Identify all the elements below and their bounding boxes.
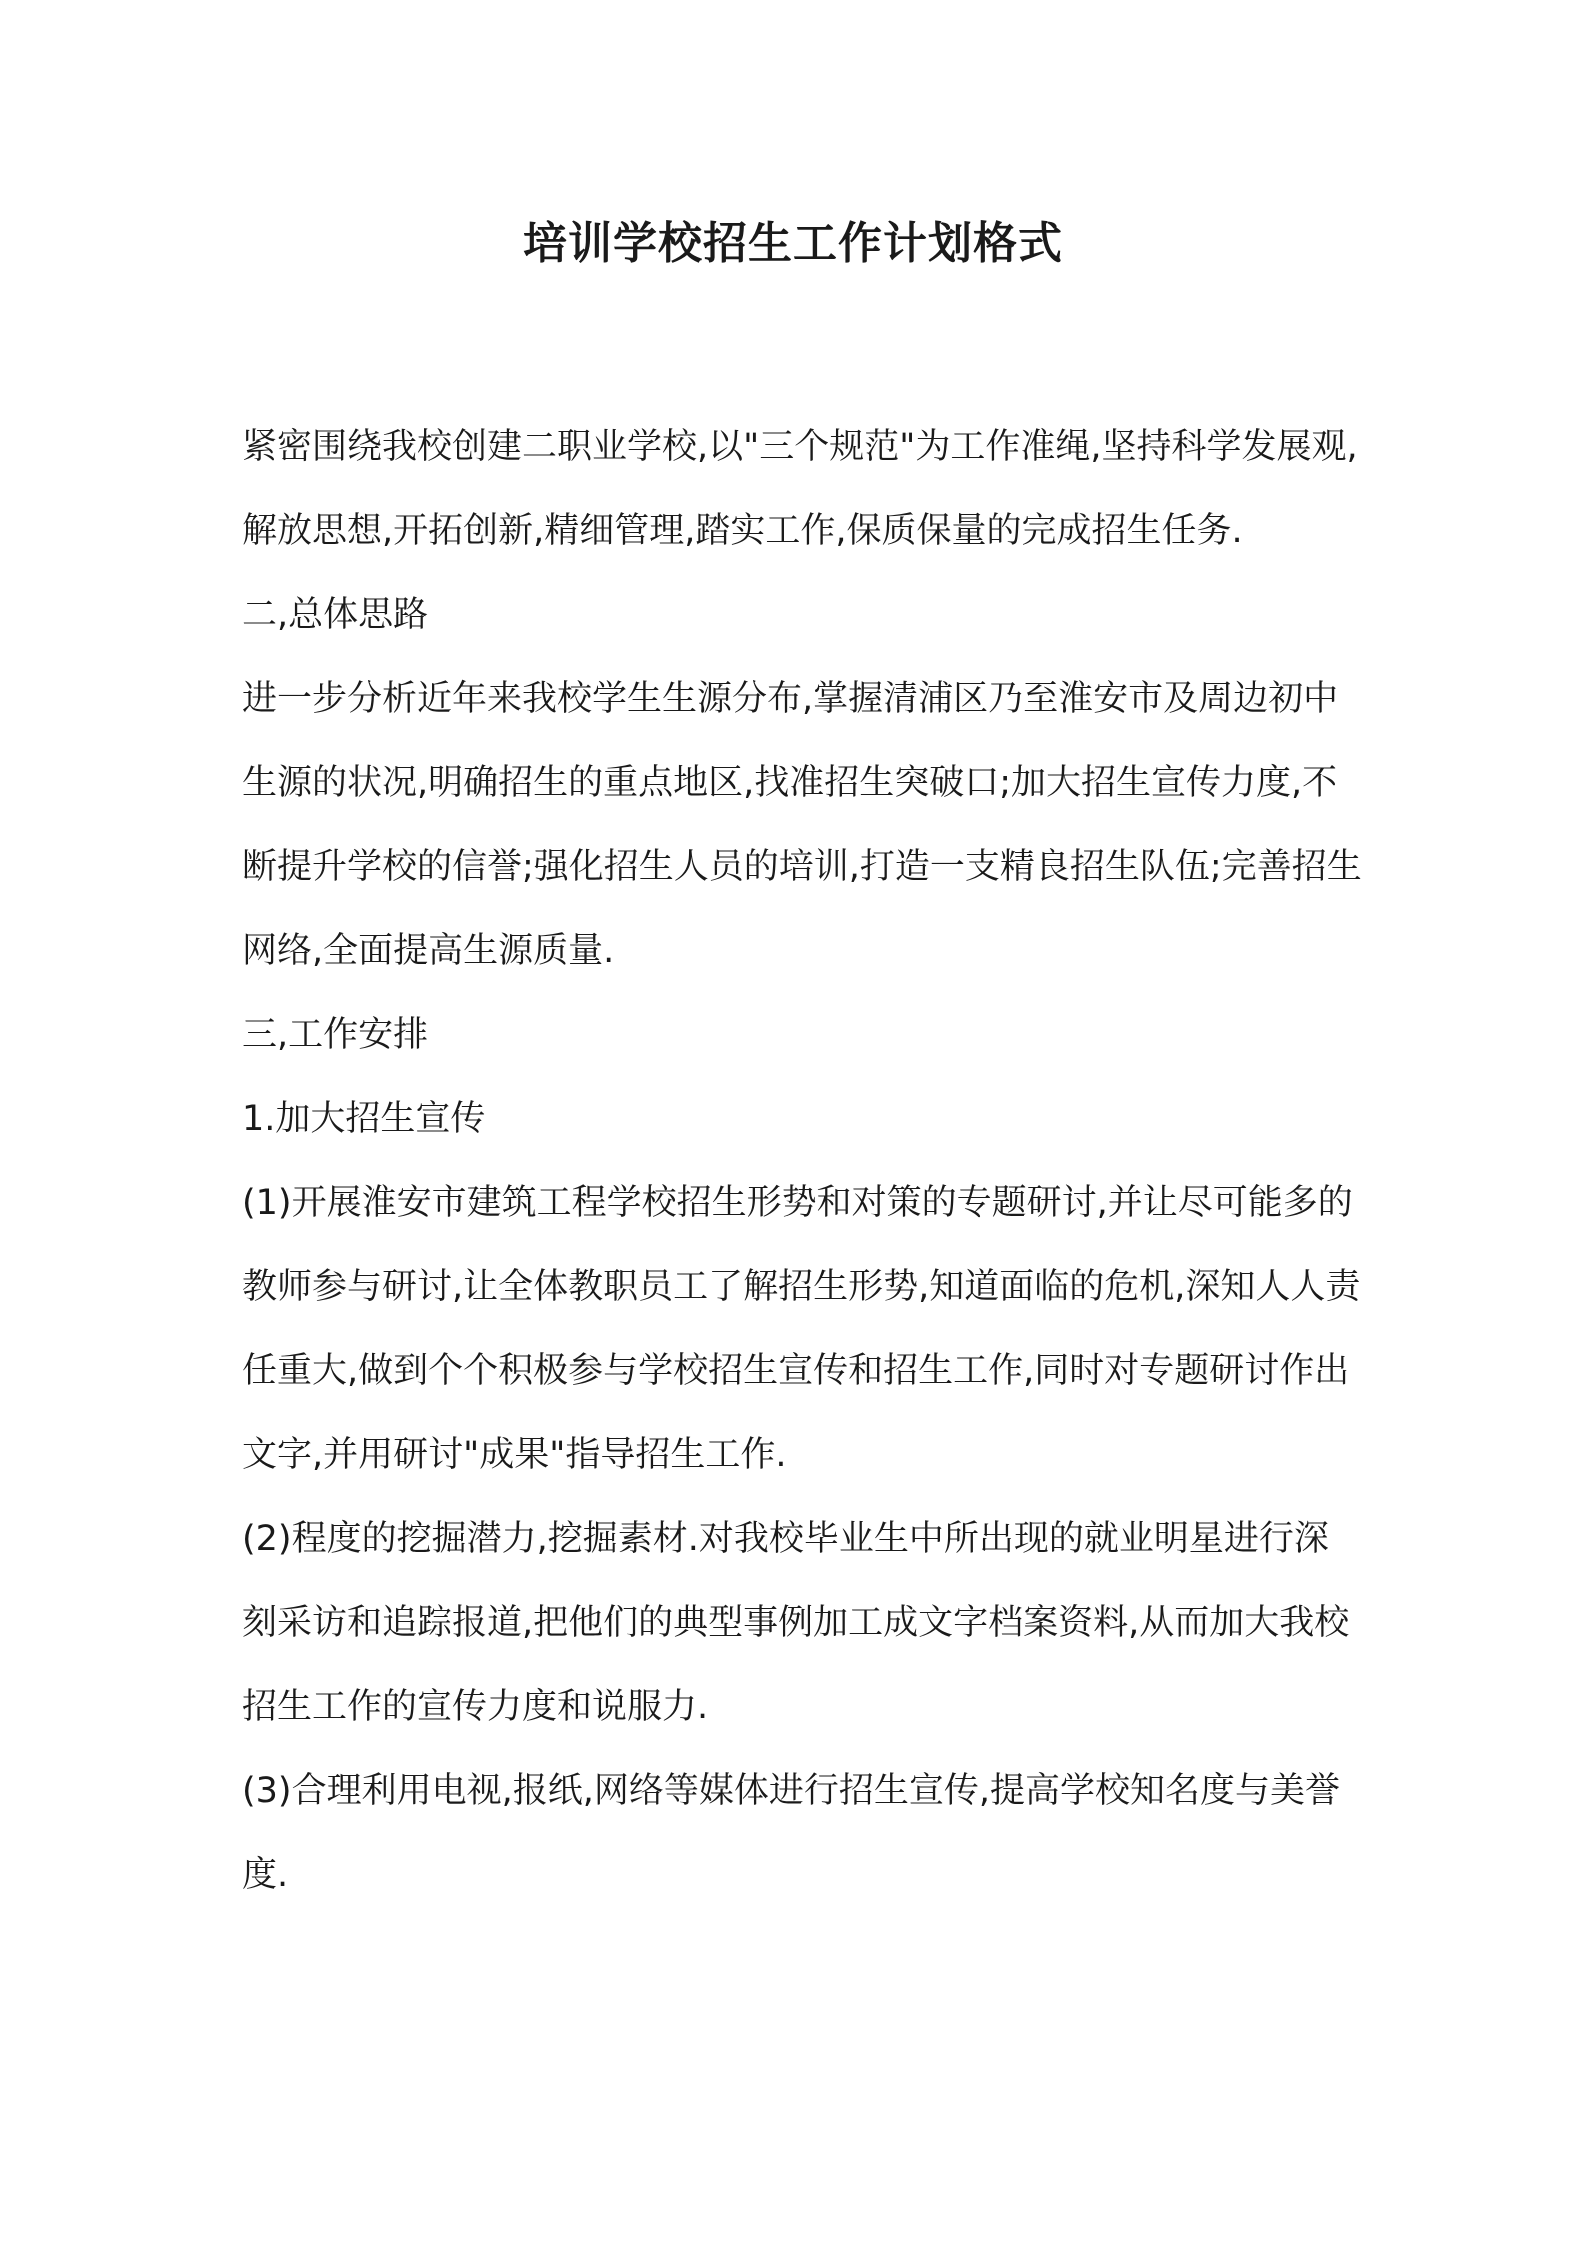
document-body [242, 405, 1362, 1917]
subsection-heading-publicity: 1.加大招生宣传 [242, 1099, 486, 1139]
page-title: 培训学校招生工作计划格式 [523, 218, 1063, 269]
intro-paragraph: 紧密围绕我校创建二职业学校,以"三个规范"为工作准绳,坚持科学发展观,解放思想,开拓创新,精细管理,踏实工作,保质保量的完成招生任务. [242, 427, 1358, 551]
approach-paragraph: 进一步分析近年来我校学生生源分布,掌握清浦区乃至淮安市及周边初中生源的状况,明确招生的重点地区,找准招生突破口;加大招生宣传力度,不断提升学校的信誉;强化招生人员的培训,打造一支精良招生队伍;完善招生网络,全面提高生源质量. [242, 679, 1362, 971]
section-heading-work-arrangement: 三,工作安排 [242, 1015, 429, 1055]
item-paragraph-1: (1)开展淮安市建筑工程学校招生形势和对策的专题研讨,并让尽可能多的教师参与研讨,让全体教职员工了解招生形势,知道面临的危机,深知人人责任重大,做到个个积极参与学校招生宣传和招生工作,同时对专题研讨作出文字,并用研讨"成果"指导招生工作. [242, 1183, 1361, 1475]
item-paragraph-3: (3)合理利用电视,报纸,网络等媒体进行招生宣传,提高学校知名度与美誉度. [242, 1771, 1340, 1895]
section-heading-overall-approach: 二,总体思路 [242, 595, 429, 635]
item-paragraph-2: (2)程度的挖掘潜力,挖掘素材.对我校毕业生中所出现的就业明星进行深刻采访和追踪报道,把他们的典型事例加工成文字档案资料,从而加大我校招生工作的宣传力度和说服力. [242, 1519, 1350, 1727]
